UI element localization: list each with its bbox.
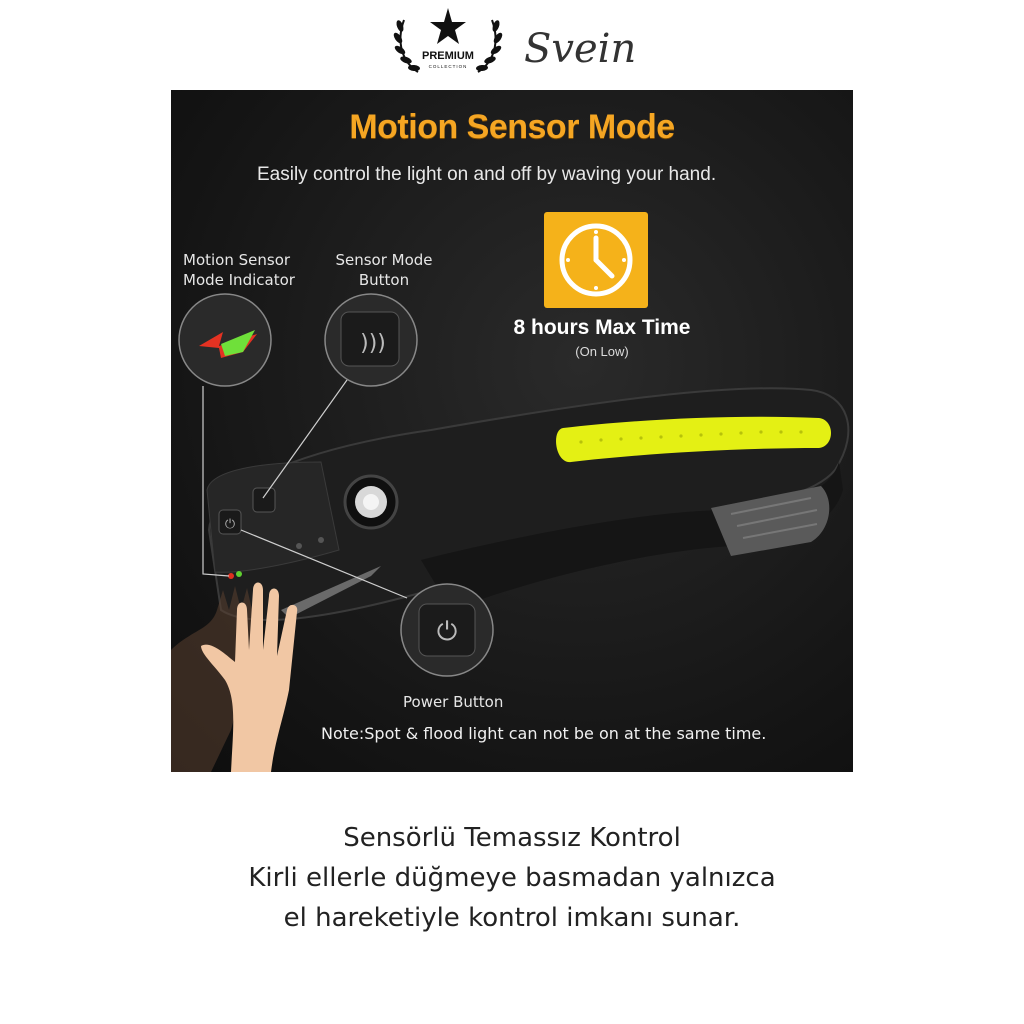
svg-text:⏻: ⏻	[224, 517, 236, 532]
caption-line-3: el hareketiyle kontrol imkanı sunar.	[283, 903, 741, 933]
svg-text:PREMIUM: PREMIUM	[422, 50, 474, 62]
indicator-callout	[179, 294, 271, 386]
max-time-label: 8 hours Max Time	[513, 316, 691, 339]
wave-icon: )))	[360, 331, 386, 356]
power-icon: ⏻	[436, 617, 458, 647]
mode-subheading: Easily control the light on and off by waving your hand.	[257, 164, 717, 185]
product-caption	[0, 818, 1024, 938]
indicator-label: Motion Sensor Mode Indicator	[183, 251, 295, 289]
sensor-button-label: Sensor Mode Button	[335, 251, 433, 289]
svg-text:COLLECTION: COLLECTION	[428, 64, 468, 69]
star-icon	[430, 8, 466, 44]
clock-icon	[544, 212, 648, 308]
max-time-note: (On Low)	[575, 344, 629, 359]
svein-signature	[520, 4, 640, 84]
mode-heading: Motion Sensor Mode	[349, 108, 675, 146]
product-image	[171, 90, 853, 772]
sensor-button-small	[253, 488, 275, 512]
caption-line-2: Kirli ellerle düğmeye basmadan yalnızca	[248, 863, 776, 893]
power-button-label: Power Button	[403, 693, 504, 711]
brand-header	[0, 0, 1024, 90]
headlamp-illustration	[171, 90, 853, 772]
hand-icon	[171, 583, 297, 773]
svg-text:Svein: Svein	[524, 26, 637, 72]
caption-line-1: Sensörlü Temassız Kontrol	[343, 823, 681, 853]
spot-flood-note: Note:Spot & flood light can not be on at the same time.	[321, 724, 767, 743]
premium-collection-logo	[388, 2, 508, 86]
